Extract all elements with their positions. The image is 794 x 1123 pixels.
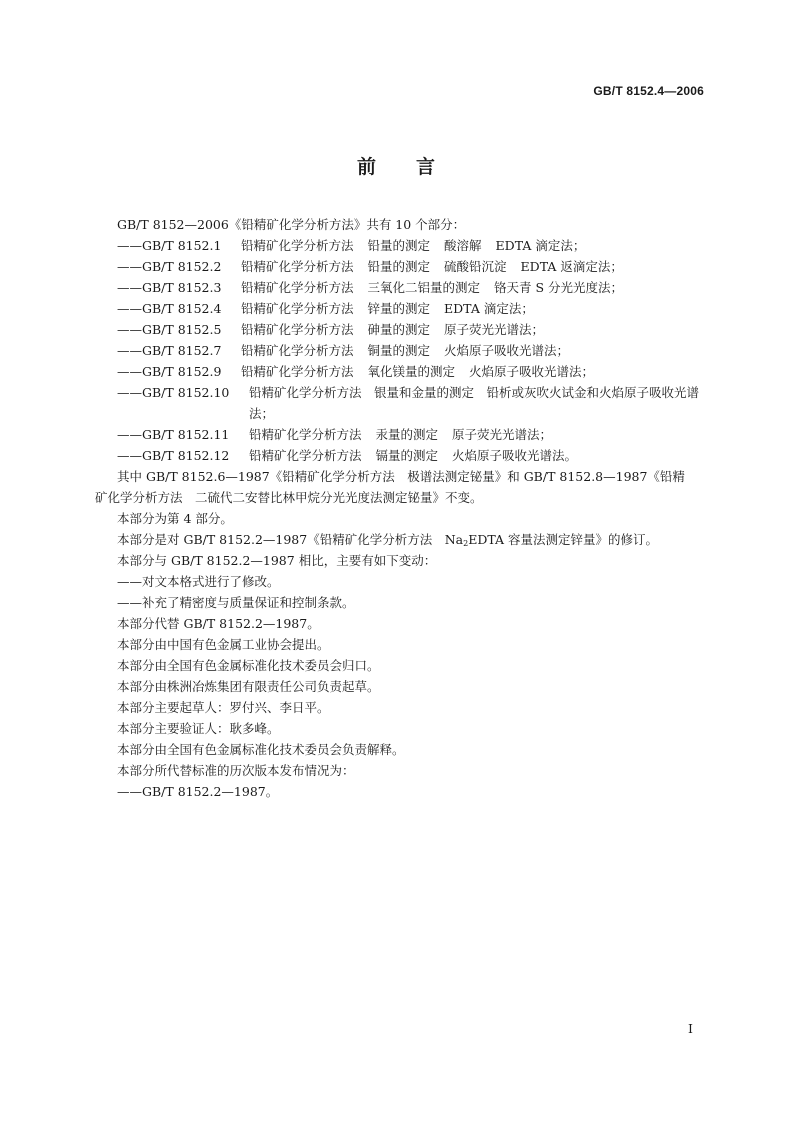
part-code: ——GB/T 8152.12 [117,448,230,463]
page-number: I [688,1021,693,1036]
part-code: ——GB/T 8152.1 [117,238,222,253]
list-item [95,382,707,424]
part-name: 铅精矿化学分析方法 [241,301,354,316]
part-detail: 火焰原子吸收光谱法； [444,343,570,358]
revision-post: EDTA 容量法测定锌量》的修订。 [468,532,659,547]
part-detail: 火焰原子吸收光谱法； [469,364,595,379]
part-method: 汞量的测定 [375,427,439,442]
part-code: ——GB/T 8152.2 [117,259,222,274]
part-method: 镉量的测定 [375,448,439,463]
part-method: 锌量的测定 [367,301,431,316]
part-end: EDTA 滴定法； [495,238,586,253]
list-item [95,235,707,256]
part-method: 砷量的测定 [367,322,431,337]
title-char-1: 前 [356,156,378,178]
interpret-line: 本部分由全国有色金属标准化技术委员会负责解释。 [117,742,405,757]
part-end: EDTA 返滴定法； [520,259,623,274]
standard-number: GB/T 8152.4—2006 [593,84,704,98]
part-method: 铅量的测定 [367,238,431,253]
part-code: ——GB/T 8152.5 [117,322,222,337]
list-item [95,361,707,382]
change-item-1: ——对文本格式进行了修改。 [117,574,280,589]
drafted-line: 本部分由株洲冶炼集团有限责任公司负责起草。 [117,679,380,694]
part-detail: 原子荧光光谱法； [452,427,553,442]
part-name: 铅精矿化学分析方法 [241,364,354,379]
part-name: 铅精矿化学分析方法 [241,322,354,337]
part-name: 铅精矿化学分析方法 [249,427,362,442]
history-intro: 本部分所代替标准的历次版本发布情况为： [117,763,355,778]
unchanged-line-1: 其中 GB/T 8152.6—1987《铅精矿化学分析方法 极谱法测定铋量》和 GB/T 8152.8—1987《铅精 [117,469,685,484]
list-item [95,298,707,319]
change-item-2: ——补充了精密度与质量保证和控制条款。 [117,595,355,610]
revision-line [95,529,707,550]
part-detail: 铬天青 S 分光光度法； [494,280,624,295]
list-item [95,340,707,361]
part-detail: 硫酸铅沉淀 [444,259,507,274]
proposed-line: 本部分由中国有色金属工业协会提出。 [117,637,330,652]
unchanged-line-2: 矿化学分析方法 二硫代二安替比林甲烷分光光度法测定铋量》不变。 [95,490,483,505]
list-item [95,319,707,340]
replaces-line: 本部分代替 GB/T 8152.2—1987。 [117,616,320,631]
part-detail: 酸溶解 [444,238,482,253]
part-method: 三氧化二铝量的测定 [367,280,481,295]
page-title [0,152,794,179]
part-code: ——GB/T 8152.10 [117,385,230,400]
list-item [95,277,707,298]
part-code: ——GB/T 8152.9 [117,364,222,379]
revision-subscript: 2 [463,539,469,548]
part-name: 铅精矿化学分析方法 [249,448,362,463]
foreword-body [95,214,707,802]
part-text: 铅精矿化学分析方法 银量和金量的测定 铅析或灰吹火试金和火焰原子吸收光谱法； [249,385,700,421]
part-detail: 火焰原子吸收光谱法。 [452,448,578,463]
part-code: ——GB/T 8152.11 [117,427,230,442]
list-item [95,445,707,466]
part-name: 铅精矿化学分析方法 [241,280,354,295]
part-code: ——GB/T 8152.4 [117,301,222,316]
part-detail: EDTA 滴定法； [444,301,534,316]
part-number-line: 本部分为第 4 部分。 [117,511,233,526]
part-name: 铅精矿化学分析方法 [241,259,354,274]
history-item: ——GB/T 8152.2—1987。 [117,784,279,799]
changes-intro: 本部分与 GB/T 8152.2—1987 相比，主要有如下变动： [117,553,437,568]
title-char-2: 言 [416,156,438,178]
part-method: 氧化镁量的测定 [367,364,456,379]
part-method: 铜量的测定 [367,343,431,358]
list-item [95,256,707,277]
part-name: 铅精矿化学分析方法 [241,238,354,253]
list-item [95,424,707,445]
part-method: 铅量的测定 [367,259,431,274]
centralized-line: 本部分由全国有色金属标准化技术委员会归口。 [117,658,380,673]
revision-pre: 本部分是对 GB/T 8152.2—1987《铅精矿化学分析方法 Na [117,532,464,547]
part-code: ——GB/T 8152.7 [117,343,222,358]
verifier-line: 本部分主要验证人：耿多峰。 [117,721,280,736]
part-code: ——GB/T 8152.3 [117,280,222,295]
drafters-line: 本部分主要起草人：罗付兴、李日平。 [117,700,330,715]
intro-line: GB/T 8152—2006《铅精矿化学分析方法》共有 10 个部分： [117,217,466,232]
part-name: 铅精矿化学分析方法 [241,343,354,358]
part-detail: 原子荧光光谱法； [444,322,545,337]
